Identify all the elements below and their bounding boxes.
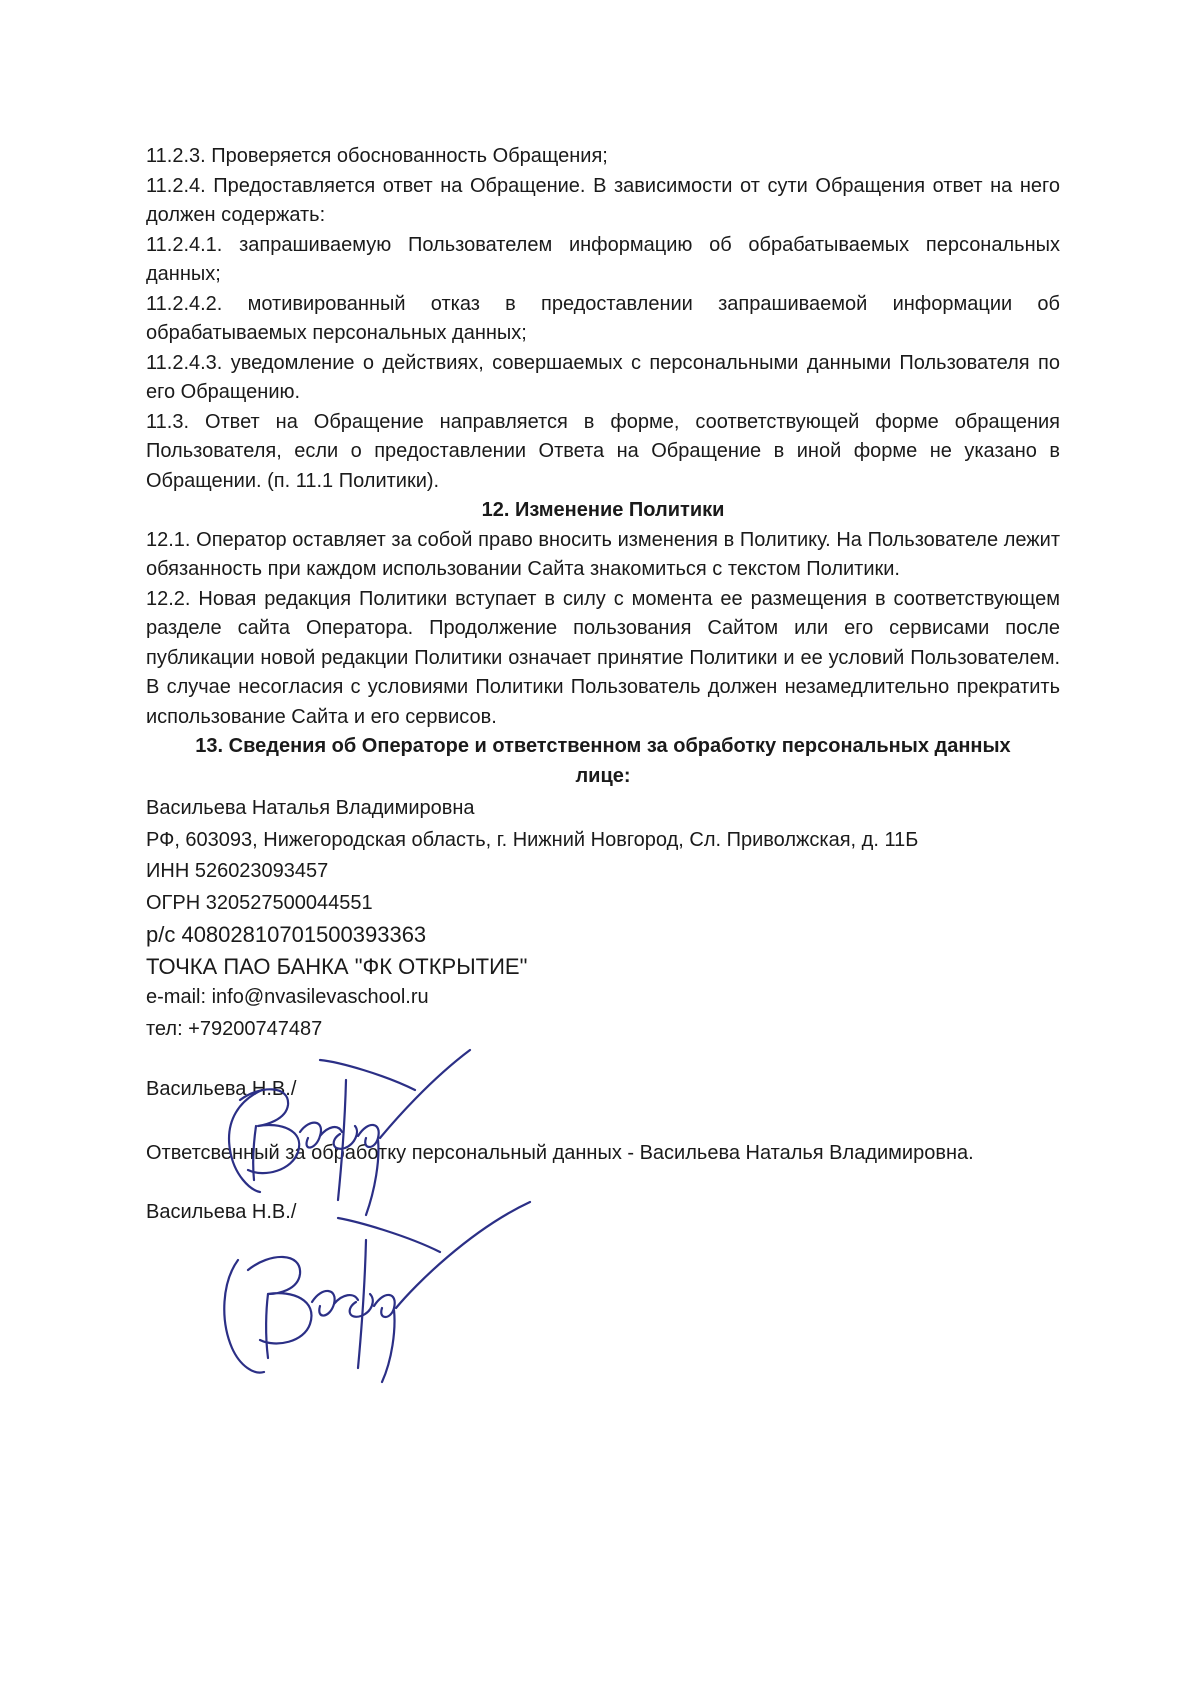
operator-account: р/с 40802810701500393363 — [146, 922, 427, 947]
operator-name: Васильева Наталья Владимировна — [146, 797, 475, 819]
clause-11-2-4-2: 11.2.4.2. мотивированный отказ в предоставлении запрашиваемой информации об обрабатываемых персональных данных; — [146, 292, 1060, 344]
operator-phone: тел: +79200747487 — [146, 1017, 323, 1040]
operator-address: РФ, 603093, Нижегородская область, г. Нижний Новгород, Сл. Приволжская, д. 11Б — [146, 828, 919, 851]
responsible-person: Ответсвенный за обработку персональный данных - Васильева Наталья Владимировна. — [146, 1141, 974, 1164]
operator-details — [146, 793, 1060, 1045]
operator-inn: ИНН 526023093457 — [146, 860, 329, 882]
section-13-heading: 13. Сведения об Операторе и ответственном за обработку персональных данных лице: — [195, 735, 1011, 787]
clause-12-1: 12.1. Оператор оставляет за собой право вносить изменения в Политику. На Пользователе лежит обязанность при каждом использовании Сайта знакомиться с текстом Политики. — [146, 528, 1060, 580]
signature-line-1: Васильева Н.В./ — [146, 1078, 297, 1100]
document-body — [146, 142, 1060, 1228]
operator-ogrn: ОГРН 320527500044551 — [146, 891, 373, 914]
clause-11-3: 11.3. Ответ на Обращение направляется в форме, соответствующей форме обращения Пользователя, если о предоставлении Ответа на Обращение в иной форме не указано в Обращении. (п. 11.1 Политики). — [146, 410, 1060, 492]
clause-11-2-4: 11.2.4. Предоставляется ответ на Обращение. В зависимости от сути Обращения ответ на него должен содержать: — [146, 174, 1060, 226]
operator-email: e-mail: info@nvasilevaschool.ru — [146, 986, 429, 1008]
clause-11-2-4-3: 11.2.4.3. уведомление о действиях, совершаемых с персональными данными Пользователя по его Обращению. — [146, 351, 1060, 403]
clause-11-2-4-1: 11.2.4.1. запрашиваемую Пользователем информацию об обрабатываемых персональных данных; — [146, 233, 1060, 285]
clause-11-2-3: 11.2.3. Проверяется обоснованность Обращения; — [146, 145, 608, 167]
signature-line-2: Васильева Н.В./ — [146, 1201, 297, 1223]
clause-12-2: 12.2. Новая редакция Политики вступает в силу с момента ее размещения в соответствующем разделе сайта Оператора. Продолжение пользования Сайтом или его сервисами после публикации новой редакции Политики означает принятие Политики и ее условий Пользователем. В случае несогласия с условиями Политики Пользователь должен незамедлительно прекратить использование Сайта и его сервисов. — [146, 587, 1060, 728]
operator-bank: ТОЧКА ПАО БАНКА "ФК ОТКРЫТИЕ" — [146, 953, 528, 979]
section-12-heading: 12. Изменение Политики — [481, 499, 725, 521]
